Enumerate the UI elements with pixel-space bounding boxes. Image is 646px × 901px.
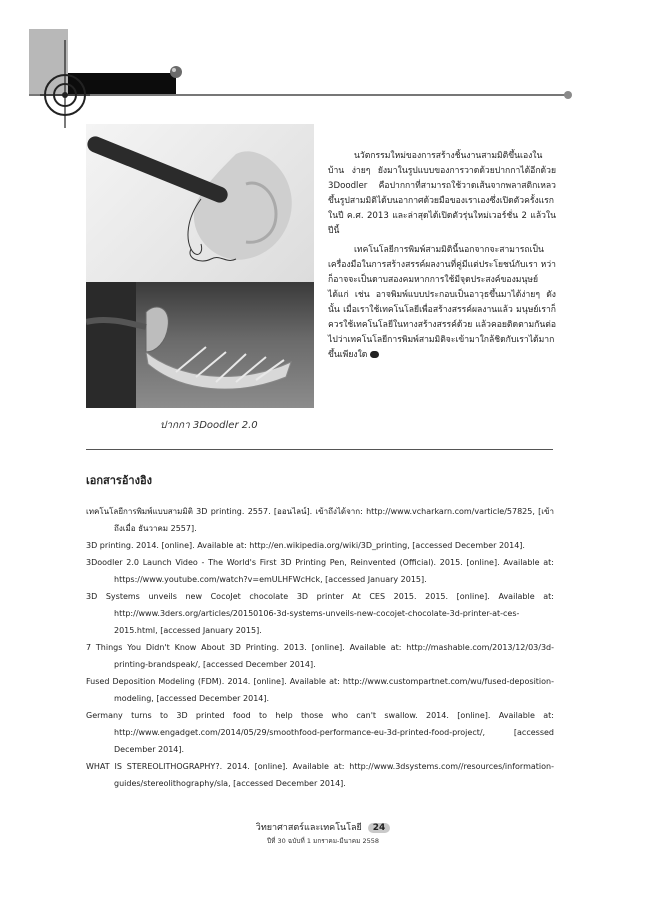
doodler-pen-photo xyxy=(86,124,314,282)
reference-item: 3D printing. 2014. [online]. Available at: http://en.wikipedia.org/wiki/3D_printing, [accessed December 2014]. xyxy=(86,541,525,550)
end-of-article-icon xyxy=(370,351,379,358)
header-black-bar xyxy=(68,73,176,95)
reference-item: WHAT IS STEREOLITHOGRAPHY?. 2014. [online]. Available at: http://www.3dsystems.com//resources/information-guides/stereolithography/sla, [accessed December 2014]. xyxy=(86,762,554,788)
article-paragraph-2 xyxy=(328,243,556,363)
references-list xyxy=(86,503,554,792)
footer-journal-name: วิทยาศาสตร์และเทคโนโลยี xyxy=(255,823,362,833)
footer-journal-line xyxy=(0,820,646,834)
header-rule xyxy=(29,94,570,96)
figure-caption: ปากกา 3Doodler 2.0 xyxy=(160,420,258,431)
boat-model-illustration xyxy=(86,282,314,408)
footer-issue-line: ปีที่ 30 ฉบับที่ 1 มกราคม-มีนาคม 2558 xyxy=(266,837,379,845)
article-paragraph-2-text: เทคโนโลยีการพิมพ์สามมิตินี้นอกจากจะสามารถเป็นเครื่องมือในการสร้างสรรค์ผลงานที่คู่มีแต่ประโยชน์กับเรา หว่าก็อาจจะเป็นดาบสองคมหากการใช้มีจุดประสงค์ของมนุษย์ได้แก่ เช่น อาจพิมพ์แบบประกอบเป็นอาวุธขึ้นมาได้ง่ายๆ ดังนั้น เมื่อเราใช้เทคโนโลยีเพื่อสร้างสรรค์ผลงานแล้ว มนุษย์เราก็ควรใช้เทคโนโลยีในทางสร้างสรรค์ด้วย แล้วคอยติดตามกันต่อไปว่าเทคโนโลยีการพิมพ์สามมิติจะเข้ามาใกล้ชิดกับเราได้มากขึ้นเพียงใด xyxy=(328,245,556,360)
reference-item: 3D Systems unveils new CocoJet chocolate 3D printer At CES 2015. 2015. [online]. Available at: http://www.3ders.org/articles/20150106-3d-systems-unveils-new-cocojet-chocolate-3d-printer-at-ces-2015.html, [accessed January 2015]. xyxy=(86,592,554,635)
page-number-badge: 24 xyxy=(368,823,391,833)
header-ball-left-highlight xyxy=(172,68,176,72)
reference-item: Germany turns to 3D printed food to help those who can't swallow. 2014. [online]. Available at: http://www.engadget.com/2014/05/29/smoothfood-performance-eu-3d-printed-food-project/, [accessed December 2014]. xyxy=(86,711,554,754)
reference-item: 3Doodler 2.0 Launch Video - The World's First 3D Printing Pen, Reinvented (Official). 2015. [online]. Available at: https://www.youtube.com/watch?v=emULHFWcHck, [accessed January 2015]. xyxy=(86,558,554,584)
reference-item: เทคโนโลยีการพิมพ์แบบสามมิติ 3D printing. 2557. [ออนไลน์]. เข้าถึงได้จาก: http://www.vcharkarn.com/varticle/57825, [เข้าถึงเมื่อ ธันวาคม 2557]. xyxy=(86,507,554,533)
article-paragraph-1: นวัตกรรมใหม่ของการสร้างชิ้นงานสามมิติขึ้นเองในบ้าน ง่ายๆ ยังมาในรูปแบบของการวาดด้วยปากกาได้อีกด้วย 3Doodler คือปากกาที่สามารถใช้วาดเส้นจากพลาสติกเหลวขึ้นรูปสามมิติได้บนอากาศด้วยมือของเราเองซึ่งเปิดตัวครั้งแรกในปี ค.ศ. 2013 และล่าสุดได้เปิดตัวรุ่นใหม่เวอร์ชั่น 2 แล้วในปีนี้ xyxy=(328,151,556,236)
pen-drawing-illustration xyxy=(86,124,314,282)
reference-item: 7 Things You Didn't Know About 3D Printing. 2013. [online]. Available at: http://mashable.com/2013/12/03/3d-printing-brandspeak/, [accessed December 2014]. xyxy=(86,643,554,669)
section-divider xyxy=(86,449,553,450)
header-gray-block xyxy=(29,29,68,95)
reference-item: Fused Deposition Modeling (FDM). 2014. [online]. Available at: http://www.custompartnet.com/wu/fused-deposition-modeling, [accessed December 2014]. xyxy=(86,677,554,703)
header-crosshair-decoration xyxy=(0,0,646,130)
references-title: เอกสารอ้างอิง xyxy=(86,474,152,487)
boat-model-photo xyxy=(86,282,314,408)
